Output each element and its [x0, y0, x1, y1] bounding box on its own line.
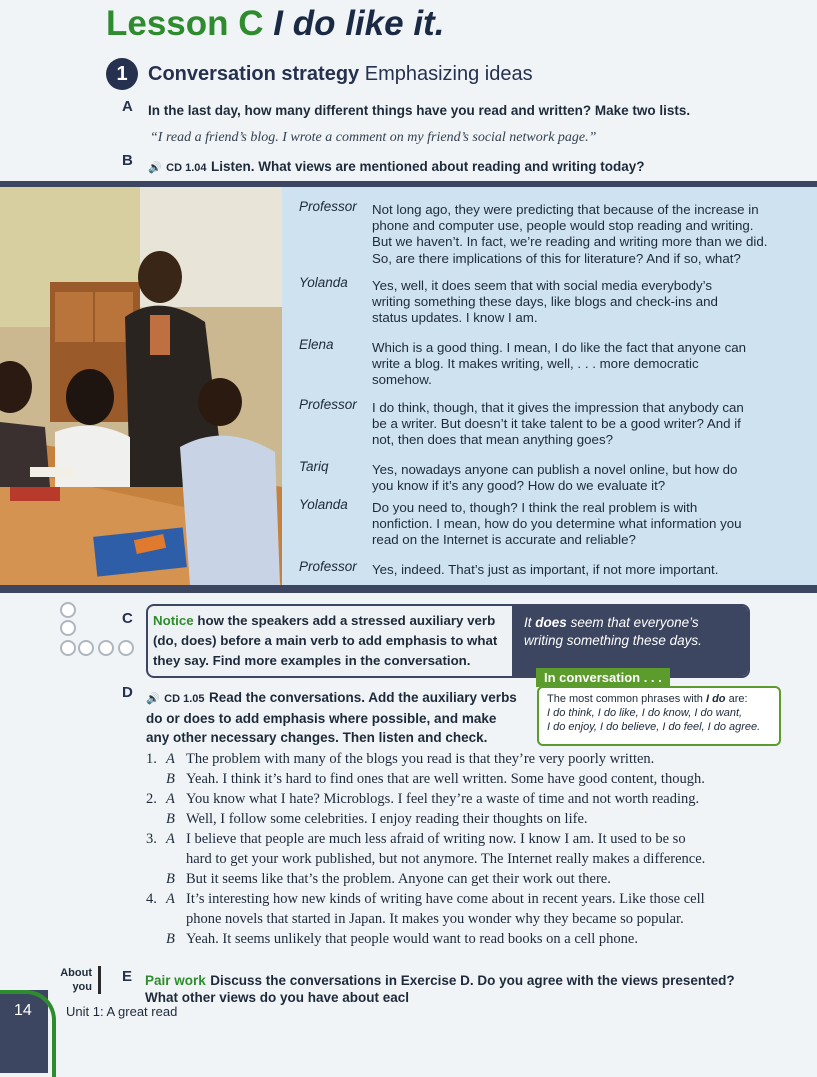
in-conversation-line2: I do think, I do like, I do know, I do want, — [547, 707, 743, 719]
dialogue-text: The problem with many of the blogs you read is that they’re very poorly written. — [186, 751, 655, 767]
dialogue-number: 1. — [146, 751, 157, 767]
you-label: you — [72, 981, 92, 993]
exercise-e-line2: What other views do you have about eacl — [145, 990, 410, 1005]
speech-text — [372, 400, 787, 449]
dialogue-text: hard to get your work published, but not anymore. The Internet really makes a difference. — [186, 851, 706, 867]
in-conversation-phrase: I do — [705, 693, 726, 705]
speech-line: Yes, indeed. That’s just as important, if not more important. — [372, 562, 719, 577]
exercise-e-line1: Discuss the conversations in Exercise D. Do you agree with the views presented? — [210, 973, 735, 988]
speech-line: status updates. I know I am. — [372, 310, 538, 326]
audio-icon[interactable]: 🔊 — [148, 162, 162, 174]
unit-label: Unit 1: A great read — [66, 1004, 178, 1019]
speech-line: be a writer. But doesn’t it take talent to be a good writer? And if — [372, 416, 741, 432]
exercise-d-line2: do or does to add emphasis where possible, and make — [146, 711, 497, 726]
speaker-name: Professor — [299, 199, 357, 214]
speech-line: not, then does that mean anything goes? — [372, 432, 613, 448]
speaker-name: Tariq — [299, 459, 329, 474]
speech-text — [372, 462, 787, 494]
speech-line: Which is a good thing. I mean, I do like the fact that anyone can — [372, 340, 747, 355]
notice-example-panel — [512, 606, 748, 676]
exercise-c-letter: C — [122, 610, 133, 627]
in-conversation-line1-pre: The most common phrases with — [547, 693, 703, 705]
exercise-a-letter: A — [122, 98, 133, 115]
notice-box — [146, 604, 750, 678]
dialogue-line — [146, 850, 766, 870]
speech-line: So, are there implications of this for literature? And if so, what? — [372, 250, 741, 266]
dialogue-speaker: A — [166, 891, 175, 907]
cd-track-label: CD 1.04 — [166, 162, 207, 174]
notice-line-2: (do, does) before a main verb to add emphasis to what — [153, 633, 498, 648]
pair-work-label: Pair work — [145, 973, 206, 988]
dialogue-line — [146, 770, 766, 790]
section-heading-bold: Conversation strategy — [148, 63, 360, 85]
speaker-name: Professor — [299, 397, 357, 412]
speech-line: write a blog. It makes writing, well, . . . more democratic — [372, 356, 699, 372]
notice-example-pre: It — [524, 615, 532, 630]
dialogue-number: 3. — [146, 831, 157, 847]
notice-line-1: how the speakers add a stressed auxiliary verb — [197, 613, 496, 628]
dialogue-line — [146, 930, 766, 950]
lesson-label: Lesson C — [106, 4, 264, 43]
speech-text — [372, 202, 787, 267]
classroom-photo — [0, 187, 282, 585]
speech-line: you know if it’s any good? How do we evaluate it? — [372, 478, 666, 494]
in-conversation-line3: I do enjoy, I do believe, I do feel, I do agree. — [547, 721, 761, 733]
in-conversation-tag: In conversation . . . — [536, 668, 670, 687]
in-conversation-line1-post: are: — [728, 693, 748, 705]
speaker-name: Yolanda — [299, 497, 348, 512]
in-conversation-box — [537, 686, 781, 746]
dialogue-speaker: B — [166, 871, 175, 887]
exercise-e-instructions — [145, 972, 735, 1006]
exercise-d-line1: Read the conversations. Add the auxiliary verbs — [208, 690, 517, 705]
speech-line: I do think, though, that it gives the impression that anybody can — [372, 400, 744, 415]
speech-line: But we haven’t. In fact, we’re reading and writing more than we did. — [372, 234, 768, 250]
speech-text — [372, 500, 787, 549]
notice-text — [153, 611, 503, 671]
section-divider-bottom — [0, 585, 817, 593]
dialogue-number: 4. — [146, 891, 157, 907]
notice-line-3: they say. Find more examples in the conversation. — [153, 653, 471, 668]
speech-line: nonfiction. I mean, how do you determine what information you — [372, 516, 742, 532]
speech-line: somehow. — [372, 372, 432, 388]
cd-track-label-2: CD 1.05 — [164, 693, 205, 705]
dialogue-text: Yeah. It seems unlikely that people would want to read books on a cell phone. — [186, 931, 638, 947]
audio-icon-2[interactable]: 🔊 — [146, 693, 160, 705]
speech-line: Yes, well, it does seem that with social media everybody’s — [372, 278, 712, 293]
page-number: 14 — [14, 1002, 32, 1019]
dialogue-line — [146, 750, 766, 770]
exercise-b-letter: B — [122, 152, 133, 169]
dialogue-line — [146, 830, 766, 850]
dialogue-speaker: B — [166, 811, 175, 827]
dialogue-text: Well, I follow some celebrities. I enjoy reading their thoughts on life. — [186, 811, 588, 827]
dialogue-speaker: B — [166, 771, 175, 787]
notice-example-line2: writing something these days. — [524, 633, 702, 648]
speech-line: phone and computer use, people would stop reading and writing. — [372, 218, 754, 234]
speaker-name: Yolanda — [299, 275, 348, 290]
speech-line: Do you need to, though? I think the real problem is with — [372, 500, 698, 515]
notice-example-bold: does — [535, 615, 567, 630]
exercise-d-instructions — [146, 688, 517, 747]
dialogue-text: I believe that people are much less afraid of writing now. I know I am. It used to be so — [186, 831, 686, 847]
notice-word: Notice — [153, 613, 194, 628]
exercise-d-letter: D — [122, 684, 133, 701]
conversation-panel — [282, 187, 817, 585]
dialogue-line — [146, 870, 766, 890]
about-label: About — [60, 967, 92, 979]
exercise-a-example: “I read a friend’s blog. I wrote a comment on my friend’s social network page.” — [150, 130, 597, 145]
speaker-name: Elena — [299, 337, 334, 352]
dialogue-line — [146, 810, 766, 830]
speech-line: Not long ago, they were predicting that because of the increase in — [372, 202, 759, 217]
section-heading — [148, 63, 533, 86]
section-number-badge: 1 — [106, 58, 138, 90]
lesson-subtitle: I do like it. — [273, 4, 445, 43]
exercise-e-letter: E — [122, 968, 133, 985]
dialogue-speaker: B — [166, 931, 175, 947]
about-you-label — [56, 966, 101, 994]
dialogue-line — [146, 790, 766, 810]
dialogue-text: But it seems like that’s the problem. Anyone can get their work out there. — [186, 871, 611, 887]
dialogue-speaker: A — [166, 751, 175, 767]
dialogue-text: phone novels that started in Japan. It makes you wonder why they became so popular. — [186, 911, 684, 927]
dialogue-number: 2. — [146, 791, 157, 807]
exercise-b-line — [148, 158, 645, 176]
section-heading-rest: Emphasizing ideas — [364, 63, 533, 85]
notice-example-rest: seem that everyone’s — [570, 615, 699, 630]
speech-line: read on the Internet is accurate and reliable? — [372, 532, 636, 548]
speech-text — [372, 562, 787, 578]
exercise-d-line3: any other necessary changes. Then listen and check. — [146, 730, 488, 745]
dialogue-speaker: A — [166, 831, 175, 847]
dialogue-text: You know what I hate? Microblogs. I feel they’re a waste of time and not worth reading. — [186, 791, 700, 807]
speech-line: writing something these days, like blogs and check-ins and — [372, 294, 718, 310]
dialogue-line — [146, 910, 766, 930]
speaker-name: Professor — [299, 559, 357, 574]
speech-text — [372, 340, 787, 389]
exercise-b-instruction: Listen. What views are mentioned about reading and writing today? — [210, 159, 645, 174]
lesson-title — [106, 4, 444, 44]
speech-line: Yes, nowadays anyone can publish a novel online, but how do — [372, 462, 738, 477]
speech-text — [372, 278, 787, 327]
dialogue-text: It’s interesting how new kinds of writing have come about in recent years. Like those cell — [186, 891, 705, 907]
dialogue-text: Yeah. I think it’s hard to find ones that are well written. Some have good content, though. — [186, 771, 705, 787]
dialogue-speaker: A — [166, 791, 175, 807]
dialogue-line — [146, 890, 766, 910]
footer-accent — [0, 990, 56, 1077]
exercise-a-instruction: In the last day, how many different things have you read and written? Make two lists. — [148, 103, 691, 118]
